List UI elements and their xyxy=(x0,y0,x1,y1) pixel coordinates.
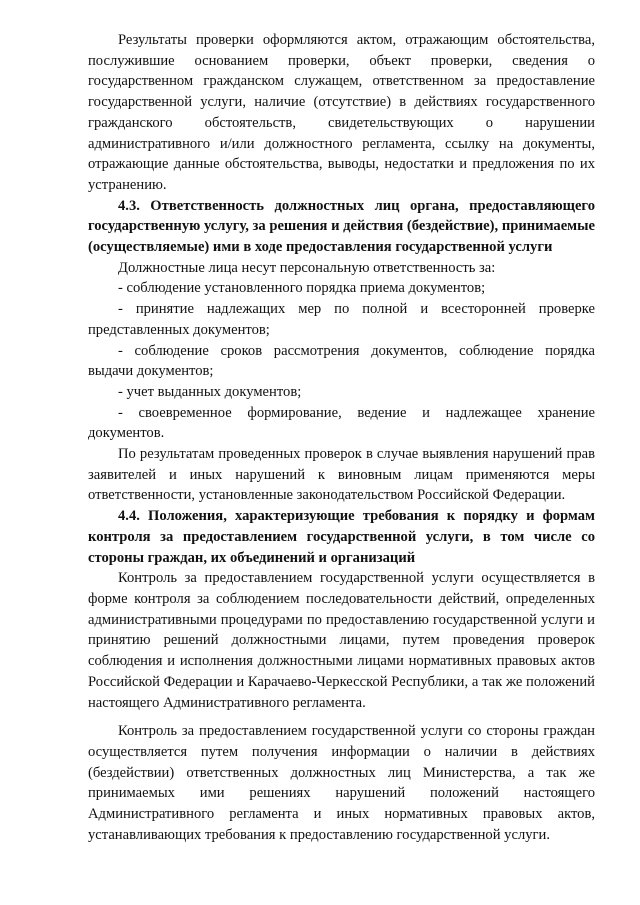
list-item: - соблюдение установленного порядка приема документов; xyxy=(118,280,486,297)
paragraph-responsibility-intro: Должностные лица несут персональную ответственность за: xyxy=(118,259,496,276)
document-page xyxy=(88,30,595,845)
paragraph-spacer xyxy=(88,713,595,721)
section-heading-4-3: 4.3. Ответственность должностных лиц органа, предоставляющего государственную услугу, за решения и действия (бездействие), принимаемые (осуществляемые) ими в ходе предоставления государственной услуги xyxy=(88,197,595,256)
list-item: - соблюдение сроков рассмотрения документов, соблюдение порядка выдачи документов; xyxy=(88,342,595,380)
list-item: - учет выданных документов; xyxy=(118,383,302,400)
paragraph-inspection-act: Результаты проверки оформляются актом, отражающим обстоятельства, послужившие основанием проверки, объект проверки, сведения о государственном гражданском служащем, ответственном за предоставление государственной услуги, наличие (отсутствие) в действиях государственного гражданского обстоятельств, свидетельствующих о нарушении административного и/или должностного регламента, ссылку на документы, отражающие данные обстоятельства, выводы, недостатки и предложения по их устранению. xyxy=(88,32,595,193)
paragraph-citizen-control: Контроль за предоставлением государственной услуги со стороны граждан осуществляется путем получения информации о наличии в действиях (бездействии) ответственных должностных лиц Министерства, а так же принимаемых ими решениях нарушений положений настоящего Административного регламента и иных нормативных правовых актов, устанавливающих требования к предоставлению государственной услуги. xyxy=(88,723,595,843)
paragraph-violation-measures: По результатам проведенных проверок в случае выявления нарушений прав заявителей и иных нарушений к виновным лицам применяются меры ответственности, установленные законодательством Российской Федерации. xyxy=(88,446,595,504)
paragraph-control-form: Контроль за предоставлением государственной услуги осуществляется в форме контроля за соблюдением последовательности действий, определенных административными процедурами по предоставлению государственной услуги и принятию решений должностными лицами, путем проведения проверок соблюдения и исполнения должностными лицами нормативных правовых актов Российской Федерации и Карачаево-Черкесской Республики, а так же положений настоящего Административного регламента. xyxy=(88,570,595,711)
section-heading-4-4: 4.4. Положения, характеризующие требования к порядку и формам контроля за предоставлением государственной услуги, в том числе со стороны граждан, их объединений и организаций xyxy=(88,508,595,566)
list-item: - своевременное формирование, ведение и надлежащее хранение документов. xyxy=(88,404,595,442)
list-item: - принятие надлежащих мер по полной и всесторонней проверке представленных документов; xyxy=(88,301,595,338)
